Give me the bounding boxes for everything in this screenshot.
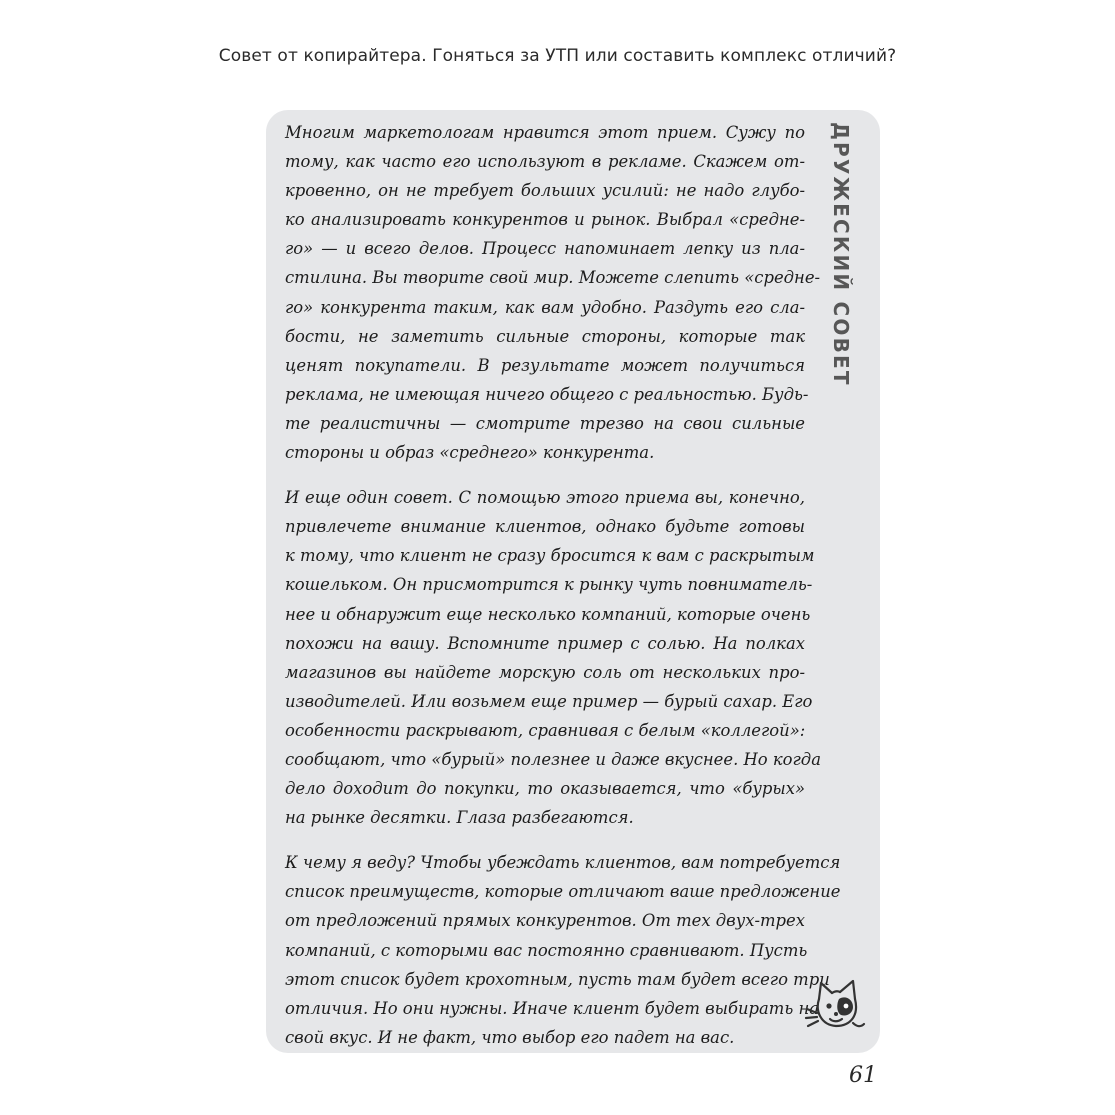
text-line: этот список будет крохотным, пусть там будет всего три [285,969,830,989]
tip-label: ДРУЖЕСКИЙ СОВЕТ [829,122,853,387]
text-line: стилина. Вы творите свой мир. Можете слепить «средне- [285,268,821,288]
tip-paragraph [285,118,821,467]
text-line: реклама, не имеющая ничего общего с реальностью. Будь- [285,384,809,404]
text-line: нее и обнаружит еще несколько компаний, которые очень [285,604,811,624]
text-line: го» — и всего делов. Процесс напоминает лепку из пла- [285,239,805,259]
text-line: ценят покупатели. В результате может получиться [285,355,805,375]
text-line: кровенно, он не требует больших усилий: не надо глубо- [285,181,805,201]
tip-paragraph [285,848,841,1052]
cat-icon [803,975,867,1035]
text-line: Многим маркетологам нравится этот прием. Сужу по [285,123,805,142]
text-line: свой вкус. И не факт, что выбор его падет на вас. [285,1027,735,1047]
text-line: дело доходит до покупки, то оказывается, что «бурых» [285,779,805,799]
text-line: похожи на вашу. Вспомните пример с солью. На полках [285,633,805,653]
text-line: тому, как часто его используют в рекламе. Скажем от- [285,152,805,172]
text-line: изводителей. Или возьмем еще пример — бурый сахар. Его [285,691,813,711]
text-line: магазинов вы найдете морскую соль от нескольких про- [285,662,805,682]
text-line: отличия. Но они нужны. Иначе клиент будет выбирать на [285,998,820,1018]
running-head: Совет от копирайтера. Гоняться за УТП или составить комплекс отличий? [218,46,897,66]
text-line: бости, не заметить сильные стороны, которые так [285,326,805,346]
text-line: кошельком. Он присмотрится к рынку чуть повниматель- [285,575,813,595]
text-line: сообщают, что «бурый» полезнее и даже вкуснее. Но когда [285,749,821,769]
page-number: 61 [849,1063,877,1088]
text-line: компаний, с которыми вас постоянно сравнивают. Пусть [285,940,808,960]
text-line: те реалистичны — смотрите трезво на свои сильные [285,413,805,433]
text-line: особенности раскрывают, сравнивая с белым «коллегой»: [285,720,806,740]
text-line: список преимуществ, которые отличают ваше предложение [285,882,841,902]
text-line: стороны и образ «среднего» конкурента. [285,443,655,463]
text-line: на рынке десятки. Глаза разбегаются. [285,808,634,828]
text-line: И еще один совет. С помощью этого приема вы, конечно, [285,488,805,508]
text-line: к тому, что клиент не сразу бросится к вам с раскрытым [285,546,815,566]
tip-paragraph [285,483,821,832]
text-line: ко анализировать конкурентов и рынок. Выбрал «средне- [285,210,805,230]
text-line: привлечете внимание клиентов, однако будьте готовы [285,517,805,537]
text-line: от предложений прямых конкурентов. От тех двух-трех [285,911,805,931]
text-line: К чему я веду? Чтобы убеждать клиентов, вам потребуется [285,853,841,873]
text-line: го» конкурента таким, как вам удобно. Раздуть его сла- [285,297,805,317]
